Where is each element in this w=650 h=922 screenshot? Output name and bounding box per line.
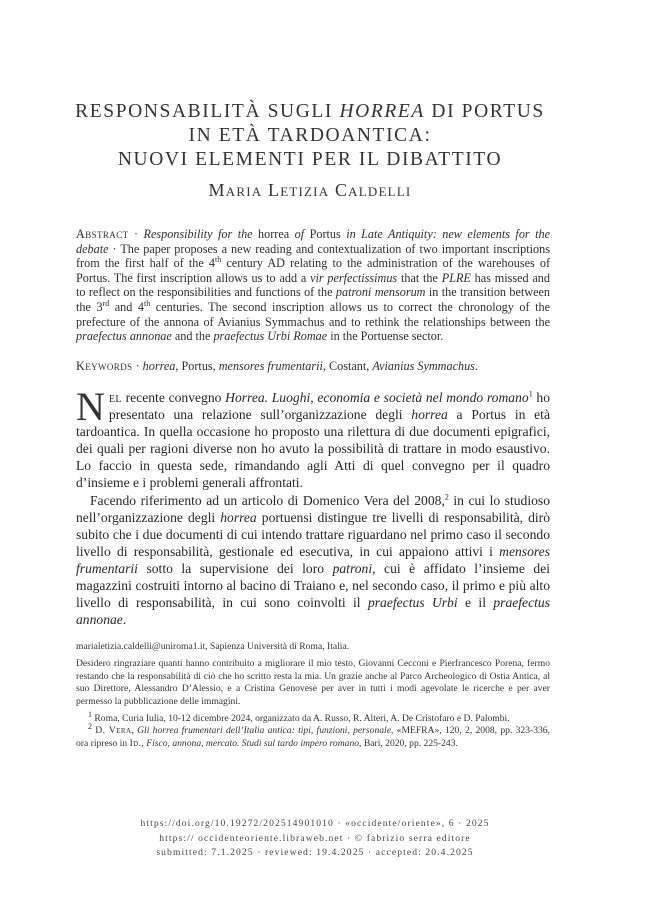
doi-link[interactable]: https://doi.org/10.19272/202514901010 · «occidente/oriente», 6 · 2025 — [140, 818, 490, 829]
abstract: Abstract · Responsibility for the horrea of Portus in Late Antiquity: new elements for the debate · The paper proposes a new reading and contextualization of two important inscriptions from the first half of the 4th century AD relating to the administration of the warehouses of Portus. The first inscription allows us to add a vir perfectissimus that the PLRE has missed and to reflect on the responsibilities and functions of the patroni mensorum in the transition between the 3rd and 4th centuries. The second inscription allows us to correct the chronology of the prefecture of the annona of Avianius Symmachus and to rethink the relationships between the praefectus annonae and the praefectus Urbi Romae in the Portuense sector. — [76, 227, 551, 344]
paper-title — [60, 100, 560, 172]
abstract-label: Abstract — [76, 227, 129, 241]
drop-cap: N — [76, 384, 105, 429]
body-text — [76, 384, 551, 628]
keywords: Keywords · horrea, Portus, mensores frumentarii, Costant, Avianius Symmachus. — [76, 359, 478, 373]
author-name: Maria Letizia Caldelli — [208, 180, 412, 200]
title-line-2: IN ETÀ TARDOANTICA: — [188, 125, 432, 146]
journal-website-link[interactable]: https:// occidenteoriente.libraweb.net · © fabrizio serra editore — [159, 832, 471, 844]
title-line-1: RESPONSABILITÀ SUGLI HORREA DI PORTUS — [75, 101, 545, 122]
footnote-1: $^1$ Roma, Curia Iulia, 10-12 dicembre 2024, organizzato da A. Russo, R. Alteri, A. De Cristofaro e D. Palombi. — [88, 709, 510, 725]
submission-dates: submitted: 7.1.2025 · reviewed: 19.4.2025 · accepted: 20.4.2025 — [156, 847, 474, 859]
footnote-ref-2[interactable]: 2 — [444, 492, 449, 502]
keywords-label: Keywords — [76, 359, 133, 373]
footnote-2: $^2$ D. Vera, Gli horrea frumentari dell’Italia antica: tipi, funzioni, personale, «MEFRA», 120, 2, 2008, pp. 323-336, ora ripreso in Id., Fisco, annona, mercato. Studi sul tardo impero romano, Bari, 2020, pp. 225-243. — [76, 722, 550, 749]
footnote-ref-1[interactable]: 1 — [528, 389, 533, 399]
acknowledgements: Desidero ringraziare quanti hanno contribuito a migliorare il mio testo, Giovanni Cecconi e Pierfrancesco Porena, fermo restando che la responsabilità di ciò che ho scritto resta la mia. Un grazie anche al Parco Archeologico di Ostia Antica, al suo Direttore, Alessandro D’Alessio, e a Cristina Genovese per aver in tutti i modi agevolate le ricerche e per aver permesso la pubblicazione delle immagini. — [76, 658, 550, 707]
page-footer — [60, 817, 570, 861]
author-affiliation: marialetizia.caldelli@uniroma1.it, Sapienza Università di Roma, Italia. — [76, 641, 350, 652]
copyright-vertical — [569, 212, 593, 682]
paragraph-1: Nel recente convegno Horrea. Luoghi, economia e società nel mondo romano$^1$ ho presentato una relazione sull’organizzazione degli horrea a Portus in età tardoantica. In quella occasione ho proposto una rilettura di due documenti epigrafici, dei quali per ragioni diverse non ho avuto la possibilità di trattare in modo esaustivo. Lo faccio in questa sede, rimandando agli Atti di quel convegno per il quadro d’insieme e i problemi generali affrontati. — [76, 384, 551, 491]
paragraph-2: Facendo riferimento ad un articolo di Domenico Vera del 2008,$^2$ in cui lo studioso nell’organizzazione degli horrea portuensi distingue tre livelli di responsabilità, dirò subito che i due documenti di cui intendo trattare riguardano nel primo caso il secondo livello di responsabilità, gestionale ed esecutiva, in cui appaiono attivi i mensores frumentarii sotto la supervisione dei loro patroni, cui è affidato l’insieme dei magazzini costruiti intorno al bacino di Traiano e, nel secondo caso, il primo e più alto livello di responsabilità, in cui sono coinvolti il praefectus Urbi e il praefectus annonae. — [76, 492, 551, 628]
footnotes — [76, 641, 550, 750]
title-line-3: NUOVI ELEMENTI PER IL DIBATTITO — [117, 149, 503, 170]
